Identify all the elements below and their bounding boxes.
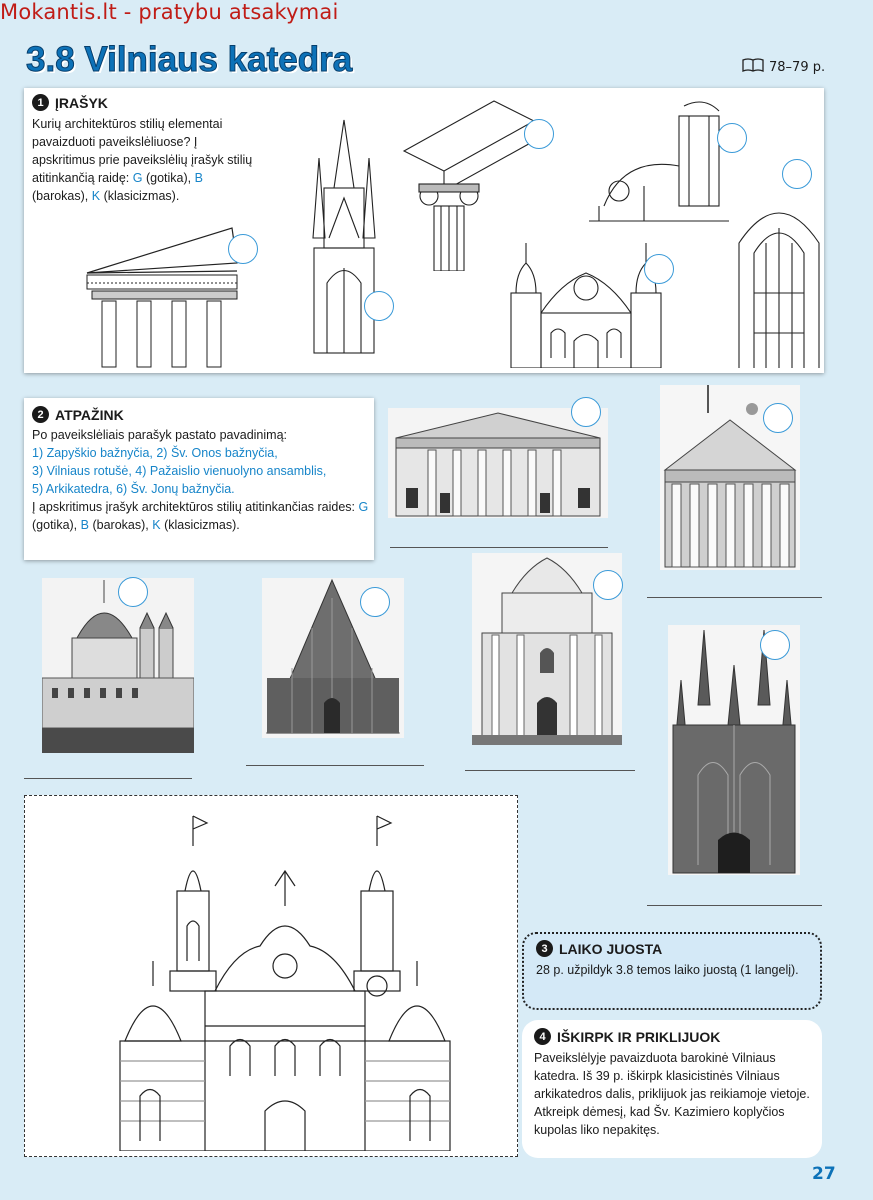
cut-paste-area[interactable] — [24, 795, 518, 1157]
book-icon — [742, 58, 764, 76]
answer-circle-ionic[interactable] — [524, 119, 554, 149]
pediment-sketch — [82, 223, 242, 368]
answer-line-arch-cathedral[interactable] — [647, 597, 822, 598]
section3-number: 3 — [536, 940, 553, 957]
answer-circle-st-annes[interactable] — [760, 630, 790, 660]
letter-k: K — [91, 189, 101, 203]
answer-line-pazaislis[interactable] — [24, 778, 192, 779]
st-annes-church-photo — [668, 625, 800, 875]
answer-circle-pazaislis[interactable] — [118, 577, 148, 607]
section4-panel — [522, 1020, 822, 1158]
gothic-window-sketch — [734, 183, 824, 368]
section1-panel — [24, 88, 824, 373]
section2-number: 2 — [32, 406, 49, 423]
watermark-text: Mokantis.lt - pratybu atsakymai — [0, 0, 339, 24]
answer-circle-facade[interactable] — [644, 254, 674, 284]
section1-text: 1 ĮRAŠYK Kurių architektūros stilių elementai pavaizduoti paveikslėliuose? Į apskritimus prie paveikslėlių įrašyk stilių atitinkančią raidę: G (gotika), B (barokas), K (klasicizmas). — [32, 94, 262, 205]
section2-list-1: 1) Zapyškio bažnyčia, 2) Šv. Onos bažnyčia, — [32, 446, 278, 460]
page-number: 27 — [812, 1164, 836, 1184]
answer-circle-pediment[interactable] — [228, 234, 258, 264]
section1-question: Kurių architektūros stilių elementai pavaizduoti paveikslėliuose? — [32, 117, 223, 149]
section2-list-2: 3) Vilniaus rotušė, 4) Pažaislio vienuolyno ansamblis, — [32, 464, 327, 478]
book-pages: 78–79 p. — [769, 59, 826, 75]
section1-number: 1 — [32, 94, 49, 111]
answer-line-st-annes[interactable] — [647, 905, 822, 906]
baroque-cathedral-drawing — [115, 811, 455, 1151]
answer-circle-window[interactable] — [782, 159, 812, 189]
letter-g: G — [132, 171, 143, 185]
section2-instruction2: Į apskritimus įrašyk architektūros stilių atitinkančias raides: — [32, 500, 356, 514]
answer-circle-arch-cathedral[interactable] — [763, 403, 793, 433]
answer-circle-spire[interactable] — [364, 291, 394, 321]
answer-line-zapyskis[interactable] — [246, 765, 424, 766]
answer-circle-scroll[interactable] — [717, 123, 747, 153]
answer-line-st-johns[interactable] — [465, 770, 635, 771]
answer-circle-town-hall[interactable] — [571, 397, 601, 427]
section4-number: 4 — [534, 1028, 551, 1045]
answer-circle-zapyskis[interactable] — [360, 587, 390, 617]
section2-list-3: 5) Arkikatedra, 6) Šv. Jonų bažnyčia. — [32, 482, 235, 496]
letter-b: B — [194, 171, 203, 185]
section4-heading: 4 IŠKIRPK IR PRIKLIJUOK — [534, 1028, 810, 1045]
gothic-spire-sketch — [299, 118, 389, 358]
answer-line-town-hall[interactable] — [390, 547, 608, 548]
pazaislis-photo — [42, 578, 194, 753]
page-title: 3.8 Vilniaus katedra — [26, 40, 353, 79]
baroque-scroll-sketch — [584, 96, 734, 226]
section3-panel — [522, 932, 822, 1010]
section3-text: 28 p. užpildyk 3.8 temos laiko juostą (1 langelį). — [536, 963, 799, 977]
town-hall-photo — [388, 408, 608, 518]
section2-panel: 2 ATPAŽINK Po paveikslėliais parašyk pastato pavadinimą: 1) Zapyškio bažnyčia, 2) Šv. Onos bažnyčia, 3) Vilniaus rotušė, 4) Pažaislio vienuolyno ansamblis, 5) Arkikatedra, 6) Šv. Jonų bažnyčia. Į apskritimus įrašyk architektūros stilių atitinkančias raides: G (gotika), B (barokas), K (klasicizmas). — [24, 398, 374, 560]
book-reference — [742, 58, 825, 76]
section3-heading: 3 LAIKO JUOSTA — [536, 940, 808, 957]
section2-instruction: Po paveikslėliais parašyk pastato pavadinimą: — [32, 428, 287, 442]
section2-heading: 2 ATPAŽINK — [32, 406, 370, 423]
section1-instruction: Į apskritimus prie paveikslėlių įrašyk stilių atitinkančią raidę: — [32, 135, 253, 185]
section4-text: Paveikslėlyje pavaizduota barokinė Vilniaus katedra. Iš 39 p. iškirpk klasicistinės Vilniaus arkikatedros dalis, priklijuok jas reikiamoje vietoje. Atkreipk dėmesį, kad Šv. Kazimiero koplyčios kupolas liko nepakitęs. — [534, 1051, 810, 1137]
section1-heading: 1 ĮRAŠYK — [32, 94, 262, 111]
answer-circle-st-johns[interactable] — [593, 570, 623, 600]
